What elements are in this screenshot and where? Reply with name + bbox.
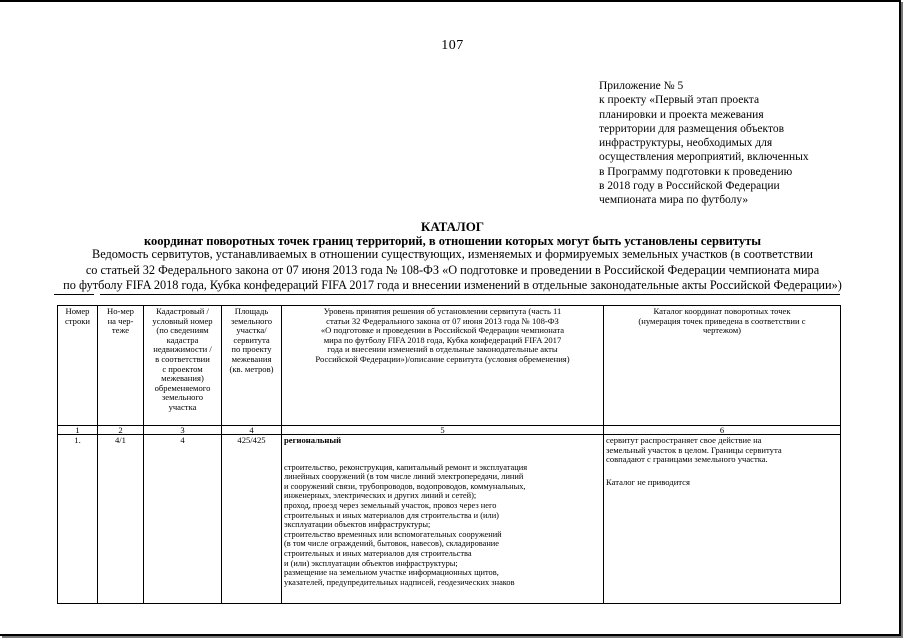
appendix-line: к проекту «Первый этап проекта bbox=[599, 94, 760, 107]
header-row-number: Номер строки bbox=[58, 306, 98, 426]
header-area: Площадь земельного участка/ сервитута по проекту межевания (кв. метров) bbox=[222, 306, 282, 426]
column-number: 2 bbox=[98, 426, 144, 435]
column-number: 3 bbox=[144, 426, 222, 435]
drawing-number: 4/1 bbox=[98, 435, 144, 604]
description-line: эксплуатации объектов инфраструктуры; bbox=[284, 520, 431, 530]
description-line: инженерных, электрических и других линий и сетей); bbox=[284, 491, 477, 501]
appendix-line: осуществления мероприятий, включенных bbox=[599, 151, 809, 164]
catalog-note: Каталог не приводится bbox=[606, 476, 690, 487]
row-number: 1. bbox=[58, 435, 98, 604]
column-number-row bbox=[58, 426, 841, 435]
description-line: указателей, предупредительных надписей, геодезических знаков bbox=[284, 577, 515, 587]
coordinates-catalog-cell bbox=[604, 435, 841, 604]
table-header-row bbox=[58, 306, 841, 426]
column-number: 5 bbox=[282, 426, 604, 435]
appendix-line: территории для размещения объектов bbox=[599, 122, 784, 135]
servitude-description bbox=[282, 435, 604, 604]
column-number: 6 bbox=[604, 426, 841, 435]
description-line: размещение на земельном участке информационных щитов, bbox=[284, 568, 499, 578]
catalog-title: КАТАЛОГ bbox=[420, 219, 485, 234]
header-coordinates-catalog: Каталог координат поворотных точек (нумерация точек приведена в соответствии с чертежом) bbox=[604, 306, 841, 426]
description-line: проход, проезд через земельный участок, провоз через него bbox=[284, 500, 497, 510]
page-number: 107 bbox=[441, 38, 464, 53]
description-line: и (или) эксплуатации объектов инфраструктуры; bbox=[284, 558, 458, 568]
appendix-line: в Программу подготовки к проведению bbox=[599, 165, 793, 178]
decision-level: региональный bbox=[284, 435, 342, 445]
catalog-line: сервитут распространяет свое действие на bbox=[606, 435, 762, 445]
description-line: строительство, реконструкция, капитальный ремонт и эксплуатация bbox=[284, 462, 528, 472]
column-number: 4 bbox=[222, 426, 282, 435]
header-drawing-number: Но-мер на чер- теже bbox=[98, 306, 144, 426]
description-line: линейных сооружений (в том числе линий электропередачи, линий bbox=[284, 472, 524, 482]
table-row bbox=[58, 435, 841, 604]
appendix-block bbox=[599, 79, 859, 208]
description-line: и сооружений связи, трубопроводов, водопроводов, коммунальных, bbox=[284, 481, 526, 491]
appendix-line: Приложение № 5 bbox=[599, 80, 684, 92]
separator-rule bbox=[100, 294, 840, 295]
description-line: строительство временных или вспомогательных сооружений bbox=[284, 529, 502, 539]
catalog-line: совпадают с границами земельного участка. bbox=[606, 454, 768, 465]
description-line: (в том числе ограждений, бытовок, навесов), складирование bbox=[284, 539, 500, 549]
description-line: строительных и иных материалов для строительства bbox=[284, 548, 472, 558]
intro-line: по футболу FIFA 2018 года, Кубка конфедераций FIFA 2017 года и внесении изменений в отдельные законодательные акты Российской Федерации») bbox=[63, 278, 842, 292]
appendix-line: инфраструктуры, необходимых для bbox=[599, 137, 773, 150]
area-value: 425/425 bbox=[222, 435, 282, 604]
separator-rule bbox=[54, 294, 94, 295]
header-decision-level: Уровень принятия решения об установлении сервитута (часть 11 статьи 32 Федерального закона от 07 июня 2013 года № 108-ФЗ «О подготовке и проведении в Российской Федерации чемпионата мира по футболу FIFA 2018 года, Кубка конфедераций FIFA 2017 года и внесении изменений в отдельные законодательные акты Российской Федерации»)/описание сервитута (условия обременения) bbox=[282, 306, 604, 426]
servitude-catalog-table bbox=[57, 305, 841, 604]
appendix-line: чемпионата мира по футболу» bbox=[599, 194, 749, 207]
appendix-line: в 2018 году в Российской Федерации bbox=[599, 180, 780, 193]
cadastral-number: 4 bbox=[144, 435, 222, 604]
header-cadastral-number: Кадастровый / условный номер (по сведениям кадастра недвижимости / в соответствии с проектом межевания) обременяемого земельного участка bbox=[144, 306, 222, 426]
column-number: 1 bbox=[58, 426, 98, 435]
catalog-line: земельный участок в целом. Границы сервитута bbox=[606, 444, 782, 455]
appendix-line: планировки и проекта межевания bbox=[599, 108, 764, 121]
intro-line: Ведомость сервитутов, устанавливаемых в отношении существующих, изменяемых и формируемых земельных участков (в соответствии bbox=[92, 247, 813, 261]
intro-line: со статьей 32 Федерального закона от 07 июня 2013 года № 108-ФЗ «О подготовке и проведении в Российской Федерации чемпионата мира bbox=[85, 262, 820, 277]
catalog-subtitle: координат поворотных точек границ территорий, в отношении которых могут быть установлены сервитуты bbox=[144, 234, 761, 248]
description-line: строительных и иных материалов для строительства и (или) bbox=[284, 510, 499, 520]
intro-text bbox=[55, 247, 850, 294]
